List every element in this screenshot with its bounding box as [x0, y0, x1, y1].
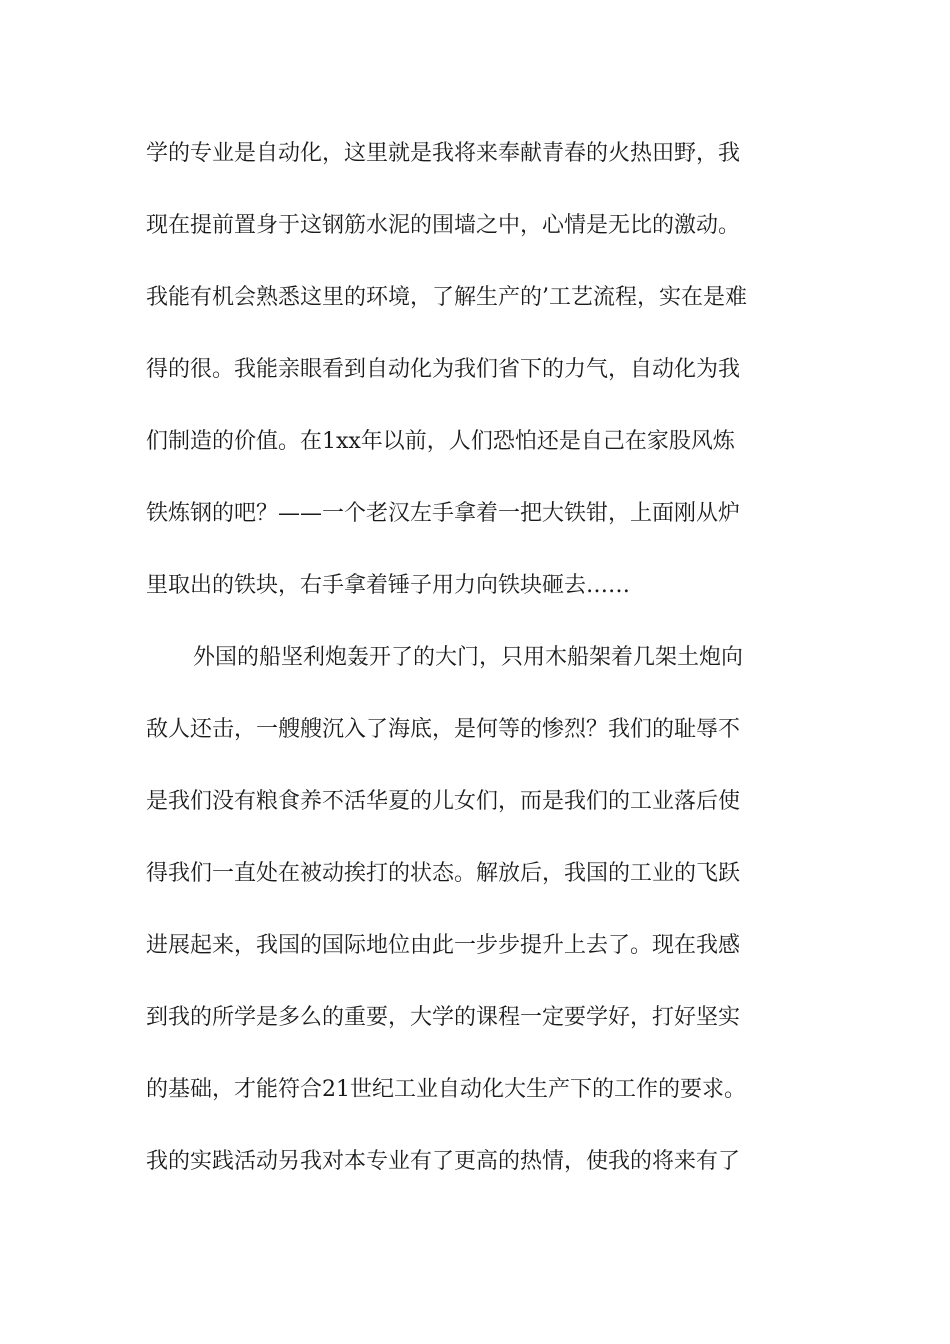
text-line: 里取出的铁块，右手拿着锤子用力向铁块砸去……	[146, 573, 631, 598]
text-line: 们制造的价值。在1xx年以前，人们恐怕还是自己在家股风炼	[146, 429, 735, 454]
text-line: 进展起来，我国的国际地位由此一步步提升上去了。现在我感	[146, 933, 741, 958]
text-line: 得的很。我能亲眼看到自动化为我们省下的力气，自动化为我	[146, 357, 741, 382]
text-line: 的基础，才能符合21世纪工业自动化大生产下的工作的要求。	[146, 1077, 746, 1102]
text-line: 我能有机会熟悉这里的环境，了解生产的’工艺流程，实在是难	[146, 285, 747, 310]
text-line: 现在提前置身于这钢筋水泥的围墙之中，心情是无比的激动。	[146, 213, 741, 238]
text-line: 到我的所学是多么的重要，大学的课程一定要学好，打好坚实	[146, 1005, 741, 1030]
paragraph-start-line: 外国的船坚利炮轰开了的大门，只用木船架着几架土炮向	[193, 645, 744, 670]
text-line: 得我们一直处在被动挨打的状态。解放后，我国的工业的飞跃	[146, 861, 741, 886]
text-line: 是我们没有粮食养不活华夏的儿女们，而是我们的工业落后使	[146, 789, 741, 814]
text-line: 铁炼钢的吧？——一个老汉左手拿着一把大铁钳，上面刚从炉	[146, 501, 741, 526]
text-line: 敌人还击，一艘艘沉入了海底，是何等的惨烈？我们的耻辱不	[146, 717, 741, 742]
text-line: 学的专业是自动化，这里就是我将来奉献青春的火热田野，我	[146, 141, 741, 166]
text-line: 我的实践活动另我对本专业有了更高的热情，使我的将来有了	[146, 1149, 741, 1174]
body-text	[146, 132, 816, 1212]
